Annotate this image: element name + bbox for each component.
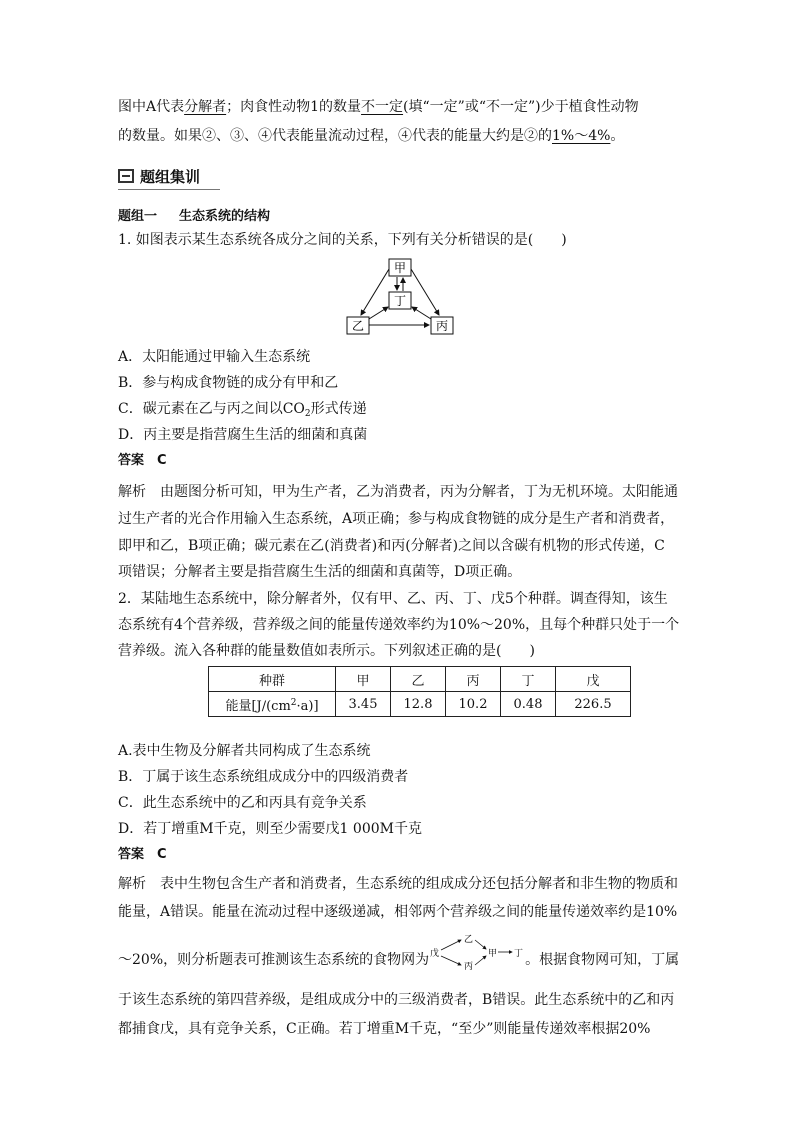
- intro-text: 的数量。如果②、③、④代表能量流动过程，④代表的能量大约是②的: [118, 128, 552, 144]
- q1-analysis-4: 项错误；分解者主要是指营腐生生活的细菌和真菌等，D项正确。: [118, 564, 522, 580]
- list-icon: [118, 169, 134, 183]
- q2-analysis-1: 解析 表中生物包含生产者和消费者，生态系统的组成成分还包括分解者和非生物的物质和: [118, 876, 678, 892]
- table-row-label: [209, 692, 336, 717]
- answer-underline: 不一定: [361, 99, 404, 115]
- option-text: 形式传递: [310, 401, 367, 417]
- q1-option-c: [118, 399, 367, 424]
- q2-option-a: A.表中生物及分解者共同构成了生态系统: [118, 743, 371, 759]
- option-text: C．碳元素在乙与丙之间以CO: [118, 401, 305, 417]
- arrow-yi-ding: [369, 307, 388, 319]
- energy-table: [208, 666, 631, 717]
- answer-underline: 1%～4%: [552, 128, 611, 144]
- analysis-text: ～20%，则分析题表可推测该生态系统的食物网为: [118, 952, 430, 968]
- fw-yi: 乙: [464, 935, 474, 945]
- superscript: 2: [290, 697, 297, 708]
- q1-option-a: A．太阳能通过甲输入生态系统: [118, 349, 311, 365]
- q2-stem-3: 营养级。流入各种群的能量数值如表所示。下列叙述正确的是( ): [118, 643, 535, 659]
- section-rule: [118, 189, 220, 190]
- fw-arrow-yi-jia: [475, 940, 486, 949]
- table-header-cell: 戊: [556, 667, 631, 692]
- q1-stem: 1. 如图表示某生态系统各成分之间的关系，下列有关分析错误的是( ): [118, 232, 567, 248]
- q2-stem-1: 2．某陆地生态系统中，除分解者外，仅有甲、乙、丙、丁、戊5个种群。调查得知，该生: [118, 591, 668, 607]
- table-header-cell: 丁: [501, 667, 556, 692]
- fw-wu: 戊: [430, 949, 440, 959]
- analysis-text: 。根据食物网可知，丁属: [525, 952, 680, 968]
- fw-ding: 丁: [514, 949, 524, 959]
- node-jia: 甲: [393, 261, 407, 275]
- q2-option-b: B．丁属于该生态系统组成成分中的四级消费者: [118, 769, 409, 785]
- q2-analysis-5: 都捕食戊，具有竞争关系，C正确。若丁增重M千克，“至少”则能量传递效率根据20%: [118, 1021, 651, 1037]
- q1-analysis-2: 过生产者的光合作用输入生态系统，A项正确；参与构成食物链的成分是生产者和消费者，: [118, 511, 675, 527]
- q2-analysis-2: 能量，A错误。能量在流动过程中逐级递减，相邻两个营养级之间的能量传递效率约是10%: [118, 904, 678, 920]
- table-cell: 0.48: [501, 692, 556, 717]
- q1-analysis-3: 即甲和乙，B项正确；碳元素在乙(消费者)和丙(分解者)之间以含碳有机物的形式传递，C: [118, 538, 665, 554]
- section-title: 题组集训: [140, 167, 201, 186]
- fw-bing: 丙: [464, 962, 474, 972]
- row-label-text: 能量[J/(cm: [225, 698, 291, 714]
- q2-option-c: C．此生态系统中的乙和丙具有竞争关系: [118, 795, 367, 811]
- q2-stem-2: 态系统有4个营养级，营养级之间的能量传递效率约为10%～20%，且每个种群只处于一个: [118, 617, 680, 633]
- node-bing: 丙: [435, 319, 449, 333]
- row-label-text: ·a)]: [296, 698, 319, 714]
- node-yi: 乙: [351, 319, 365, 333]
- node-ding: 丁: [393, 294, 407, 308]
- q1-option-d: D．丙主要是指营腐生生活的细菌和真菌: [118, 427, 368, 443]
- intro-text: (填“一定”或“不一定”)少于植食性动物: [403, 99, 639, 115]
- table-row: [209, 692, 631, 717]
- table-cell: 3.45: [336, 692, 391, 717]
- table-header-cell: 乙: [391, 667, 446, 692]
- table-header-cell: 丙: [446, 667, 501, 692]
- q2-option-d: D．若丁增重M千克，则至少需要戊1 000M千克: [118, 821, 422, 837]
- q2-answer: 答案 C: [118, 847, 167, 862]
- intro-line-2: [118, 126, 624, 146]
- subscript: 2: [304, 409, 311, 419]
- arrow-bing-ding: [412, 307, 431, 319]
- intro-text: ；肉食性动物1的数量: [226, 99, 362, 115]
- q1-option-b: B．参与构成食物链的成分有甲和乙: [118, 375, 339, 391]
- food-web-diagram: [428, 932, 524, 972]
- q2-analysis-4: 于该生态系统的第四营养级，是组成成分中的三级消费者，B错误。此生态系统中的乙和丙: [118, 992, 675, 1008]
- intro-line-1: [118, 97, 639, 117]
- intro-text: 图中A代表: [118, 99, 185, 115]
- table-header-cell: 甲: [336, 667, 391, 692]
- fw-arrow-bing-jia: [475, 956, 486, 965]
- intro-text: 。: [610, 128, 625, 144]
- group-label: 题组一: [118, 209, 158, 224]
- group-topic: 生态系统的结构: [179, 209, 271, 224]
- q1-answer: 答案 C: [118, 453, 167, 468]
- q1-analysis-1: 解析 由题图分析可知，甲为生产者，乙为消费者，丙为分解者，丁为无机环境。太阳能通: [118, 484, 678, 500]
- table-cell: 12.8: [391, 692, 446, 717]
- group-heading: [118, 207, 270, 227]
- fw-arrow-wu-bing: [441, 956, 461, 965]
- table-header-cell: 种群: [209, 667, 336, 692]
- q2-analysis-3: [118, 950, 679, 970]
- answer-underline: 分解者: [184, 99, 227, 115]
- table-header-row: [209, 667, 631, 692]
- section-header: [118, 162, 220, 190]
- table-cell: 10.2: [446, 692, 501, 717]
- arrow-jia-yi: [361, 269, 389, 315]
- table-cell: 226.5: [556, 692, 631, 717]
- fw-arrow-wu-yi: [441, 940, 461, 950]
- arrow-jia-bing: [411, 269, 439, 315]
- fw-jia: 甲: [488, 949, 498, 959]
- ecosystem-diagram: [345, 255, 485, 345]
